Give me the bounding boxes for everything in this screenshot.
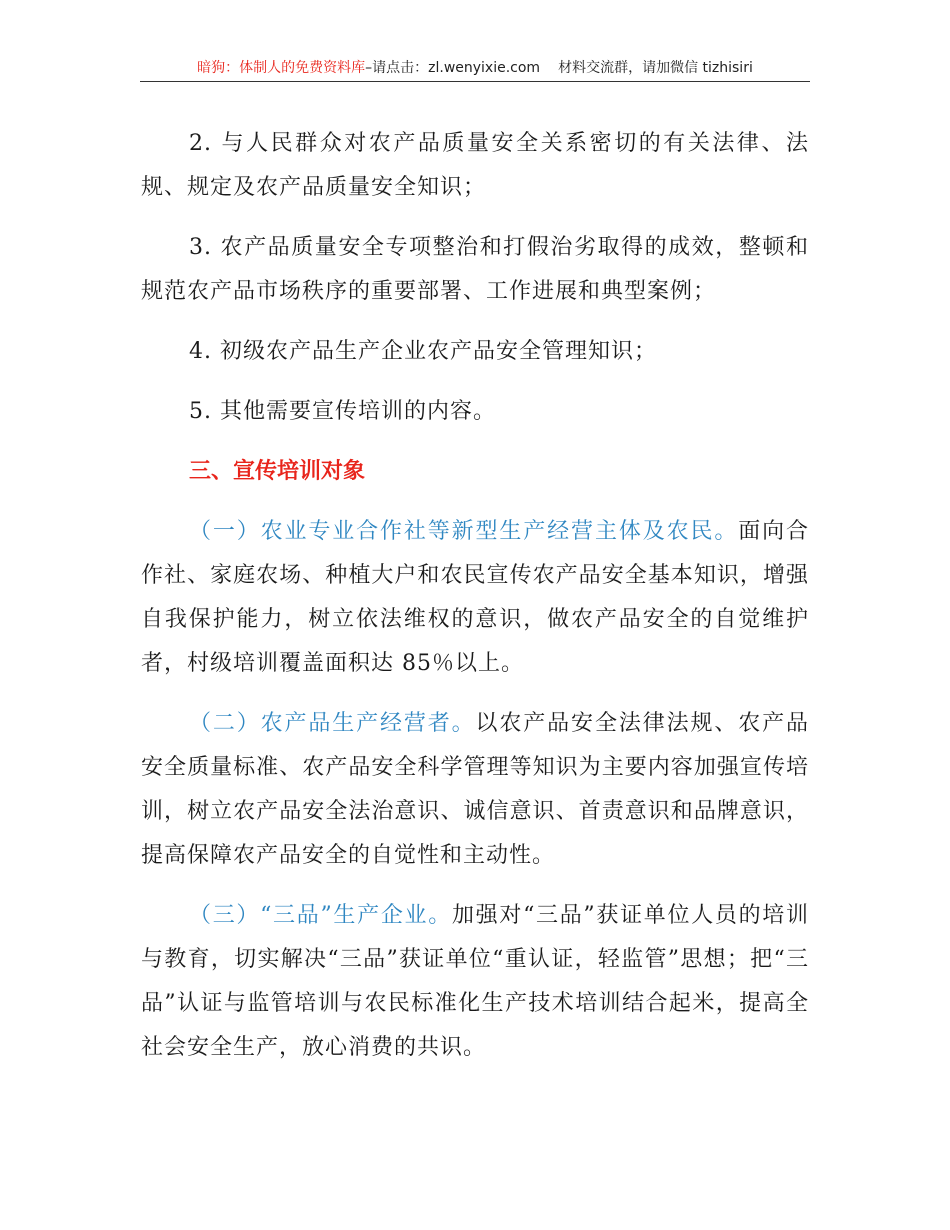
target-body-3: 加强对“三品”获证单位人员的培训与教育，切实解决“三品”获证单位“重认证，轻监管”思想；把“三品”认证与监管培训与农民标准化生产技术培训结合起米，提高全社会安全生产，放心消费的共识。	[141, 903, 810, 1060]
target-paragraph-2	[141, 702, 809, 878]
header-link-prompt[interactable]: –请点击：zl.wenyixie.com	[365, 60, 541, 76]
target-lead-2: （二）农产品生产经营者。	[189, 711, 476, 736]
document-body	[141, 122, 809, 1086]
target-paragraph-1	[141, 510, 809, 686]
list-item-5: 5. 其他需要宣传培训的内容。	[189, 399, 496, 424]
list-item-2: 2. 与人民群众对农产品质量安全关系密切的有关法律、法规、规定及农产品质量安全知识；	[141, 131, 809, 200]
target-body-2: 以农产品安全法律法规、农产品安全质量标准、农产品安全科学管理等知识为主要内容加强宣传培训，树立农产品安全法治意识、诚信意识、首责意识和品牌意识，提高保障农产品安全的自觉性和主动性。	[141, 711, 809, 868]
list-item-3: 3. 农产品质量安全专项整治和打假治劣取得的成效，整顿和规范农产品市场秩序的重要部署、工作进展和典型案例；	[141, 235, 809, 304]
target-paragraph-3	[141, 894, 809, 1070]
target-body-1: 面向合作社、家庭农场、种植大户和农民宣传农产品安全基本知识，增强自我保护能力，树立依法维权的意识，做农产品安全的自觉维护者，村级培训覆盖面积达 85％以上。	[141, 519, 809, 676]
section-heading: 三、宣传培训对象	[189, 459, 366, 484]
page-header	[140, 58, 810, 80]
header-group-note: 材料交流群，请加微信 tizhisiri	[558, 60, 753, 76]
header-divider	[140, 81, 810, 82]
header-site-name: 暗狗：体制人的免费资料库	[197, 60, 366, 76]
target-lead-1: （一）农业专业合作社等新型生产经营主体及农民。	[189, 519, 739, 544]
list-item-4: 4. 初级农产品生产企业农产品安全管理知识；	[189, 339, 657, 364]
target-lead-3: （三）“三品”生产企业。	[189, 903, 452, 928]
